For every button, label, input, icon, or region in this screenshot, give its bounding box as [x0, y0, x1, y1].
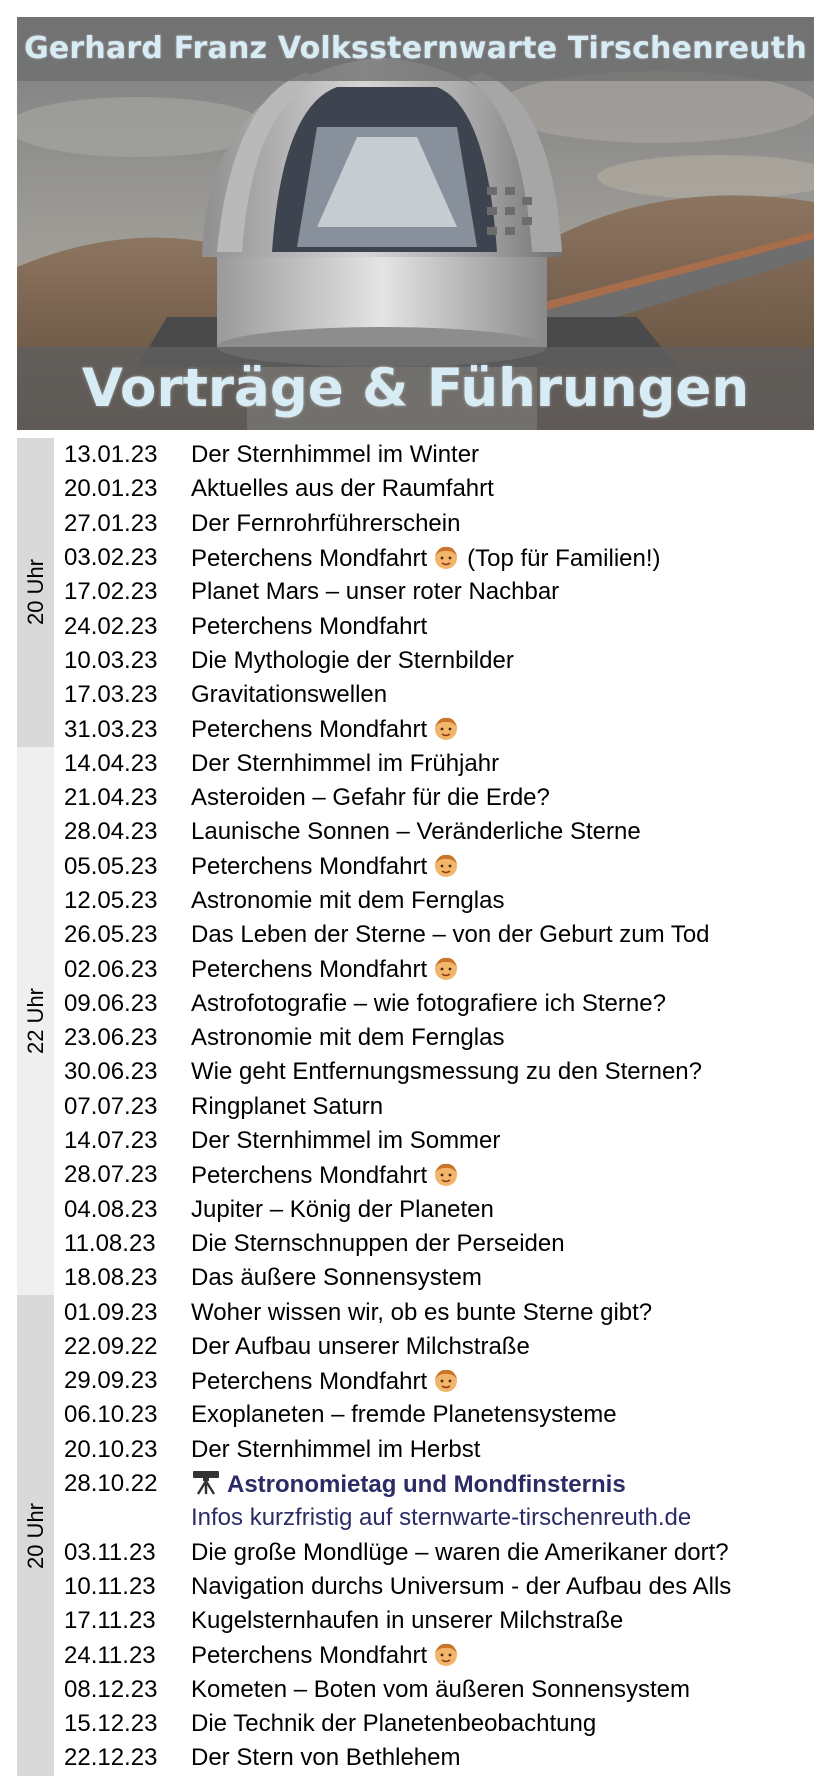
event-title-cell [191, 1573, 814, 1601]
event-date: 24.02.23 [64, 612, 158, 640]
header-banner [17, 17, 814, 430]
event-row [64, 1398, 814, 1432]
event-title-cell [191, 1058, 814, 1086]
event-title: Das Leben der Sterne – von der Geburt zum Tod [191, 921, 710, 949]
event-title: Peterchens Mondfahrt [191, 716, 428, 744]
event-date: 14.04.23 [64, 749, 158, 777]
child-face-icon [433, 1641, 459, 1667]
event-title: Die große Mondlüge – waren die Amerikaner dort? [191, 1538, 729, 1566]
event-row [64, 850, 814, 884]
event-title: Der Sternhimmel im Frühjahr [191, 749, 500, 777]
time-band [17, 438, 56, 747]
event-date: 03.02.23 [64, 544, 158, 572]
observatory-title: Gerhard Franz Volkssternwarte Tirschenreuth [17, 17, 814, 81]
event-row [64, 1124, 814, 1158]
event-date: 29.09.23 [64, 1367, 158, 1395]
event-date: 08.12.23 [64, 1675, 158, 1703]
event-date: 20.10.23 [64, 1435, 158, 1463]
event-row [64, 1021, 814, 1055]
event-title-cell [191, 715, 814, 744]
event-title: Peterchens Mondfahrt [191, 544, 428, 572]
event-title-cell [191, 475, 814, 503]
event-title: Astrofotografie – wie fotografiere ich Sterne? [191, 989, 666, 1017]
event-title: Astronomie mit dem Fernglas [191, 887, 505, 914]
event-row [64, 678, 814, 712]
event-row [64, 1741, 814, 1775]
event-date: 24.11.23 [64, 1641, 156, 1669]
event-title: Aktuelles aus der Raumfahrt [191, 475, 494, 503]
event-list [56, 438, 814, 747]
event-row [64, 952, 814, 986]
child-face-icon [433, 715, 459, 741]
event-date: 22.12.23 [64, 1744, 158, 1772]
event-title: Ringplanet Saturn [191, 1092, 384, 1120]
event-date: 17.11.23 [64, 1607, 156, 1635]
event-date: 28.07.23 [64, 1161, 158, 1189]
event-title-cell [191, 1127, 814, 1155]
event-title-cell [191, 750, 814, 778]
event-title-cell [191, 1333, 814, 1361]
event-title-cell [191, 1641, 814, 1670]
event-date: 31.03.23 [64, 715, 158, 743]
event-title-cell [191, 1401, 814, 1429]
schedule-block [17, 747, 814, 1296]
event-note: (Top für Familien!) [467, 544, 661, 572]
time-band [17, 1295, 56, 1775]
event-row [64, 472, 814, 506]
event-row [64, 815, 814, 849]
start-time-label: 20 Uhr [22, 559, 48, 626]
event-title: Astronomie mit dem Fernglas [191, 1024, 505, 1052]
event-info-row [64, 1501, 814, 1535]
event-title-cell [191, 852, 814, 881]
schedule-block [17, 438, 814, 747]
event-title-cell [191, 1299, 814, 1327]
event-row [64, 1467, 814, 1501]
event-title-cell [191, 1539, 814, 1567]
event-row [64, 1295, 814, 1329]
event-row [64, 1193, 814, 1227]
event-date: 02.06.23 [64, 955, 158, 983]
event-date: 04.08.23 [64, 1195, 158, 1223]
event-title: Die Sternschnuppen der Perseiden [191, 1229, 565, 1257]
event-date: 20.01.23 [64, 475, 158, 503]
event-row [64, 1261, 814, 1295]
event-title-cell [191, 613, 814, 641]
event-title-cell [191, 1024, 814, 1052]
event-row [64, 541, 814, 575]
event-title-cell [191, 1469, 814, 1499]
event-date: 22.09.22 [64, 1332, 158, 1360]
event-title: Der Aufbau unserer Milchstraße [191, 1332, 530, 1360]
event-date: 18.08.23 [64, 1264, 158, 1292]
event-row [64, 884, 814, 918]
event-title: Peterchens Mondfahrt [191, 1642, 428, 1670]
event-title-cell [191, 1676, 814, 1704]
event-date: 30.06.23 [64, 1058, 158, 1086]
event-date: 28.04.23 [64, 818, 158, 846]
event-title-cell [191, 1161, 814, 1190]
event-row [64, 1090, 814, 1124]
event-date: 28.10.22 [64, 1470, 158, 1498]
event-row [64, 1536, 814, 1570]
event-row [64, 438, 814, 472]
event-title: Asteroiden – Gefahr für die Erde? [191, 784, 550, 812]
event-title: Der Fernrohrführerschein [191, 509, 461, 537]
event-title-cell [191, 1436, 814, 1464]
event-date: 27.01.23 [64, 509, 158, 537]
event-row [64, 1433, 814, 1467]
event-row [64, 987, 814, 1021]
event-title-cell [191, 441, 814, 469]
event-title-cell [191, 1744, 814, 1772]
event-row [64, 644, 814, 678]
event-row [64, 575, 814, 609]
event-title: Kometen – Boten vom äußeren Sonnensystem [191, 1675, 690, 1703]
child-face-icon [433, 544, 459, 570]
event-title: Peterchens Mondfahrt [191, 1161, 428, 1189]
event-title-cell [191, 578, 814, 606]
event-row [64, 1673, 814, 1707]
special-event-title: Astronomietag und Mondfinsternis [227, 1471, 626, 1499]
event-date: 11.08.23 [64, 1229, 156, 1257]
event-date: 17.02.23 [64, 578, 158, 606]
event-title: Der Stern von Bethlehem [191, 1744, 461, 1772]
event-title: Woher wissen wir, ob es bunte Sterne gibt? [191, 1298, 653, 1326]
event-date: 03.11.23 [64, 1538, 156, 1566]
event-title-cell [191, 1196, 814, 1224]
event-title: Die Technik der Planetenbeobachtung [191, 1710, 597, 1738]
event-row [64, 1638, 814, 1672]
event-title-cell [191, 784, 814, 812]
event-row [64, 507, 814, 541]
event-title-cell [191, 681, 814, 709]
event-title-cell [191, 1607, 814, 1635]
start-time-label: 22 Uhr [22, 988, 48, 1055]
event-date: 05.05.23 [64, 852, 158, 880]
event-title-cell [191, 1264, 814, 1292]
event-title: Peterchens Mondfahrt [191, 1367, 428, 1395]
event-row [64, 609, 814, 643]
event-row [64, 781, 814, 815]
event-title: Peterchens Mondfahrt [191, 612, 428, 640]
event-title: Der Sternhimmel im Winter [191, 441, 480, 469]
event-date: 10.11.23 [64, 1572, 156, 1600]
event-title-cell [191, 1710, 814, 1738]
child-face-icon [433, 1367, 459, 1393]
event-title: Exoplaneten – fremde Planetensysteme [191, 1401, 617, 1429]
event-row [64, 712, 814, 746]
time-band [17, 747, 56, 1296]
event-list [56, 747, 814, 1296]
event-date: 06.10.23 [64, 1401, 158, 1429]
event-title-cell [191, 510, 814, 538]
event-row [64, 1055, 814, 1089]
start-time-label: 20 Uhr [22, 1502, 48, 1569]
event-title: Jupiter – König der Planeten [191, 1195, 494, 1223]
event-date: 21.04.23 [64, 784, 158, 812]
event-title: Peterchens Mondfahrt [191, 853, 428, 881]
event-row [64, 918, 814, 952]
event-date: 15.12.23 [64, 1710, 158, 1738]
event-date: 13.01.23 [64, 441, 158, 469]
event-title-cell [191, 990, 814, 1018]
event-row [64, 1364, 814, 1398]
child-face-icon [433, 955, 459, 981]
event-info-text: Infos kurzfristig auf sternwarte-tirschenreuth.de [191, 1504, 692, 1532]
event-title-cell [191, 921, 814, 949]
event-date: 14.07.23 [64, 1127, 158, 1155]
event-title: Der Sternhimmel im Herbst [191, 1435, 481, 1463]
event-title-cell [191, 544, 814, 573]
event-date: 17.03.23 [64, 681, 158, 709]
telescope-icon [191, 1469, 221, 1495]
event-title: Launische Sonnen – Veränderliche Sterne [191, 818, 641, 846]
schedule-block [17, 1295, 814, 1775]
event-date: 26.05.23 [64, 921, 158, 949]
event-title: Das äußere Sonnensystem [191, 1264, 482, 1292]
event-date: 23.06.23 [64, 1024, 158, 1052]
event-row [64, 1707, 814, 1741]
event-title-cell [191, 647, 814, 675]
event-title-cell [191, 1230, 814, 1258]
event-title-cell [191, 1367, 814, 1396]
event-title: Planet Mars – unser roter Nachbar [191, 578, 560, 606]
event-title-cell [191, 1093, 814, 1121]
event-title: Kugelsternhaufen in unserer Milchstraße [191, 1607, 624, 1635]
event-schedule [17, 438, 814, 1776]
event-row [64, 1227, 814, 1261]
event-date: 10.03.23 [64, 646, 158, 674]
event-title: Gravitationswellen [191, 681, 388, 709]
event-row [64, 1330, 814, 1364]
child-face-icon [433, 1161, 459, 1187]
event-title-cell [191, 818, 814, 846]
event-title: Die Mythologie der Sternbilder [191, 646, 514, 674]
event-title: Peterchens Mondfahrt [191, 956, 428, 984]
event-title: Navigation durchs Universum - der Aufbau des Alls [191, 1572, 732, 1600]
event-row [64, 1604, 814, 1638]
event-date: 07.07.23 [64, 1092, 158, 1120]
program-title: Vorträge & Führungen [17, 347, 814, 430]
event-row [64, 747, 814, 781]
event-date: 01.09.23 [64, 1298, 158, 1326]
event-title: Wie geht Entfernungsmessung zu den Sternen? [191, 1058, 702, 1086]
event-row [64, 1570, 814, 1604]
event-title-cell [191, 955, 814, 984]
event-row [64, 1158, 814, 1192]
event-date: 09.06.23 [64, 989, 158, 1017]
event-title: Der Sternhimmel im Sommer [191, 1127, 501, 1155]
event-date: 12.05.23 [64, 887, 158, 914]
event-list [56, 1295, 814, 1775]
child-face-icon [433, 852, 459, 878]
event-title-cell [191, 887, 814, 915]
